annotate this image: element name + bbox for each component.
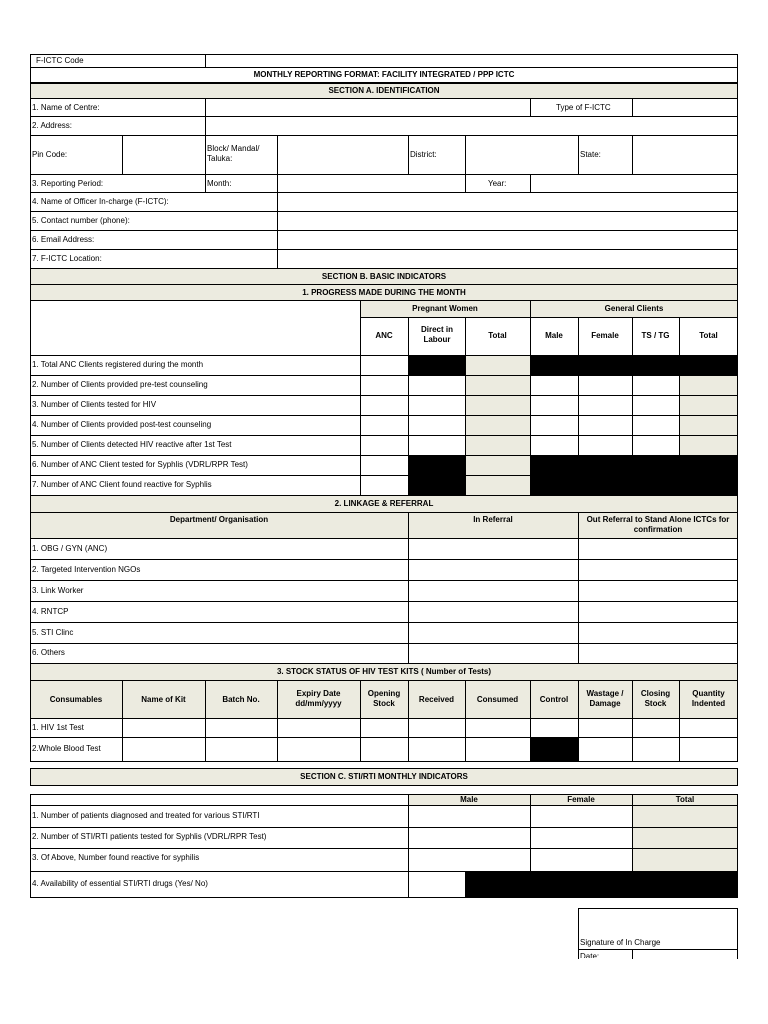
address-field[interactable] xyxy=(206,117,737,135)
linkage-row-label: 4. RNTCP xyxy=(32,607,69,616)
name-of-centre-label: 1. Name of Centre: xyxy=(32,103,100,112)
progress-row-label: 7. Number of ANC Client found reactive for Syphlis xyxy=(32,480,212,489)
stock-col-control: Control xyxy=(539,695,569,704)
type-field[interactable] xyxy=(633,99,737,116)
address-label: 2. Address: xyxy=(32,121,73,130)
sti-col-total: Total xyxy=(675,795,695,804)
col-pw-total: Total xyxy=(488,331,507,340)
sti-row-label: 1. Number of patients diagnosed and treated for various STI/RTI xyxy=(32,811,260,820)
month-label: Month: xyxy=(207,179,232,188)
district-field[interactable] xyxy=(466,136,577,174)
location-field[interactable] xyxy=(278,250,737,268)
stock-col-indented: Quantity Indented xyxy=(691,689,726,708)
stock-row-label: 2.Whole Blood Test xyxy=(32,744,101,753)
linkage-row-label: 3. Link Worker xyxy=(32,586,84,595)
stock-col-consumables: Consumables xyxy=(49,695,103,704)
code-field[interactable] xyxy=(206,55,737,67)
linkage-row-label: 5. STI Clinc xyxy=(32,628,74,637)
sti-col-male: Male xyxy=(460,795,478,804)
linkage-title: 2. LINKAGE & REFERRAL xyxy=(334,499,434,508)
out-referral-header: Out Referral to Stand Alone ICTCs for confirmation xyxy=(586,515,730,534)
sti-row-label: 3. Of Above, Number found reactive for syphilis xyxy=(32,853,200,862)
in-referral-header: In Referral xyxy=(473,515,513,524)
stock-col-consumed: Consumed xyxy=(476,695,519,704)
col-gc-total: Total xyxy=(699,331,718,340)
sti-row-label: 4. Availability of essential STI/RTI drugs (Yes/ No) xyxy=(32,879,208,888)
progress-row-label: 6. Number of ANC Client tested for Syphlis (VDRL/RPR Test) xyxy=(32,460,248,469)
progress-row-label: 1. Total ANC Clients registered during the month xyxy=(32,360,204,369)
stock-col-closing: Closing Stock xyxy=(640,689,671,708)
year-label: Year: xyxy=(488,179,507,188)
progress-row-label: 2. Number of Clients provided pre-test counseling xyxy=(32,380,208,389)
pregnant-women-header: Pregnant Women xyxy=(412,304,478,313)
linkage-row-label: 6. Others xyxy=(32,648,65,657)
code-label: F-ICTC Code xyxy=(36,56,84,65)
form-title: MONTHLY REPORTING FORMAT: FACILITY INTEGRATED / PPP ICTC xyxy=(253,70,515,79)
col-direct-in-labour: Direct in Labour xyxy=(420,325,453,344)
block-label: Block/ Mandal/ Taluka: xyxy=(207,144,260,163)
contact-field[interactable] xyxy=(278,212,737,230)
name-of-centre-field[interactable] xyxy=(206,99,529,116)
section-b-title: SECTION B. BASIC INDICATORS xyxy=(321,272,447,281)
col-male: Male xyxy=(545,331,563,340)
location-label: 7. F-ICTC Location: xyxy=(32,254,102,263)
sti-col-female: Female xyxy=(567,795,595,804)
type-label: Type of F-ICTC xyxy=(556,103,611,112)
officer-field[interactable] xyxy=(278,193,737,211)
email-field[interactable] xyxy=(278,231,737,249)
reporting-period-label: 3. Reporting Period: xyxy=(32,179,104,188)
sti-row-label: 2. Number of STI/RTI patients tested for Syphlis (VDRL/RPR Test) xyxy=(32,832,267,841)
state-field[interactable] xyxy=(633,136,737,174)
stock-col-wastage: Wastage / Damage xyxy=(586,689,624,708)
pin-code-label: Pin Code: xyxy=(32,150,68,159)
signature-label: Signature of In Charge xyxy=(580,938,661,947)
stock-col-opening: Opening Stock xyxy=(367,689,401,708)
progress-title: 1. PROGRESS MADE DURING THE MONTH xyxy=(302,288,466,297)
stock-row-label: 1. HIV 1st Test xyxy=(32,723,84,732)
progress-row-label: 5. Number of Clients detected HIV reactive after 1st Test xyxy=(32,440,232,449)
dept-header: Department/ Organisation xyxy=(169,515,269,524)
stock-col-expiry: Expiry Date dd/mm/yyyy xyxy=(295,689,342,708)
year-field[interactable] xyxy=(531,175,737,192)
linkage-row-label: 2. Targeted Intervention NGOs xyxy=(32,565,141,574)
stock-col-received: Received xyxy=(418,695,455,704)
section-a-title: SECTION A. IDENTIFICATION xyxy=(328,86,440,95)
linkage-row-label: 1. OBG / GYN (ANC) xyxy=(32,544,108,553)
block-field[interactable] xyxy=(278,136,407,174)
stock-col-batch: Batch No. xyxy=(222,695,260,704)
contact-label: 5. Contact number (phone): xyxy=(32,216,130,225)
progress-row-label: 3. Number of Clients tested for HIV xyxy=(32,400,157,409)
stock-col-kit: Name of Kit xyxy=(141,695,186,704)
state-label: State: xyxy=(580,150,601,159)
date-label: Date: xyxy=(580,952,600,958)
col-female: Female xyxy=(591,331,619,340)
stock-title: 3. STOCK STATUS OF HIV TEST KITS ( Number of Tests) xyxy=(276,667,492,676)
officer-label: 4. Name of Officer In-charge (F-ICTC): xyxy=(32,197,169,206)
district-label: District: xyxy=(410,150,437,159)
col-anc: ANC xyxy=(375,331,393,340)
general-clients-header: General Clients xyxy=(604,304,664,313)
pin-code-field[interactable] xyxy=(123,136,204,174)
progress-row-label: 4. Number of Clients provided post-test counseling xyxy=(32,420,212,429)
email-label: 6. Email Address: xyxy=(32,235,95,244)
section-c-title: SECTION C. STI/RTI MONTHLY INDICATORS xyxy=(300,772,468,781)
month-field[interactable] xyxy=(278,175,464,192)
col-ts-tg: TS / TG xyxy=(641,331,670,340)
